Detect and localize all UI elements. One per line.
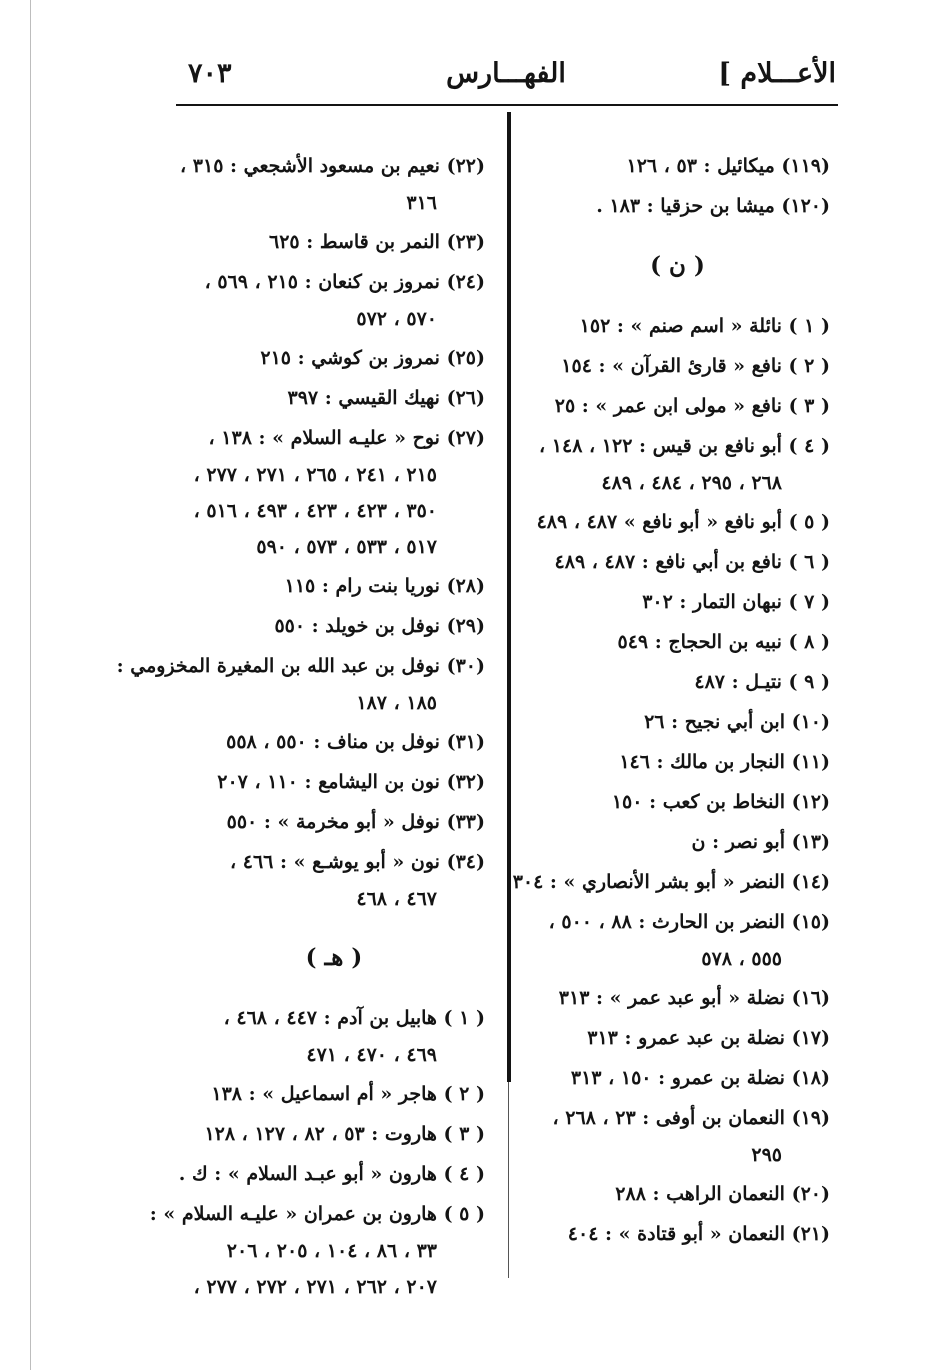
index-entry-continuation: ٥١٧ ، ٥٣٣ ، ٥٧٣ ، ٥٩٠ [256,536,437,558]
column-divider [507,112,511,1082]
letter-heading: ( ن ) [650,252,705,279]
index-entry: (٣٤) نون « أبو يوشـع » : ٤٦٦ ، [230,851,485,873]
index-entry: (١٠) ابن أبي نجيح : ٢٦ [644,711,830,733]
index-entry: (٣٣) نوفل « أبو مخرمة » : ٥٥٠ [226,811,485,833]
index-entry-continuation: ٢٠٧ ، ٢٦٢ ، ٢٧١ ، ٢٧٢ ، ٢٧٧ ، [193,1276,437,1298]
running-head-title: الفهـــارس [446,58,566,89]
index-entry: (١٦) نضلة « أبو عبد عمر » : ٣١٣ [558,987,830,1009]
index-entry: (٣١) نوفل بن مناف : ٥٥٠ ، ٥٥٨ [226,731,485,753]
index-entry: (٢٨) نوريا بنت رام : ١١٥ [284,575,485,597]
index-entry: ( ٣ ) نافع « مولى ابن عمر » : ٢٥ [554,395,830,417]
index-entry: (٢٥) نمروز بن كوشي : ٢١٥ [260,347,485,369]
index-entry-continuation: ٣٣ ، ٨٦ ، ١٠٤ ، ٢٠٥ ، ٢٠٦ [226,1240,437,1262]
index-entry: (١٧) نضلة بن عبد عمرو : ٣١٣ [587,1027,830,1049]
index-entry: ( ٨ ) نبيه بن الحجاج : ٥٤٩ [617,631,830,653]
index-column-left [116,146,485,1306]
index-entry: ( ٥ ) هارون بن عمران « عليـه السلام » : [149,1203,485,1225]
index-entry: (٢٢) نعيم بن مسعود الأشجعي : ٣١٥ ، [180,155,485,177]
index-entry: (١٩) النعمان بن أوفى : ٢٣ ، ٢٦٨ ، [552,1107,830,1129]
index-entry: (١٨) نضلة بن عمرو : ١٥٠ ، ٣١٣ [570,1067,830,1089]
index-entry: (٢٧) نوح « عليـه السلام » : ١٣٨ ، [208,427,485,449]
index-entry: (١٤) النضر « أبو بشر الأنصاري » : ٣٠٤ [512,871,830,893]
index-entry: ( ٤ ) هارون « أبو عبـد السلام » : ك . [178,1163,485,1185]
index-entry: (١٥) النضر بن الحارث : ٨٨ ، ٥٠٠ ، [548,911,830,933]
index-entry: ( ٢ ) نافع « قارئ القرآن » : ١٥٤ [561,355,830,377]
index-column-right [512,146,830,1254]
index-entry-continuation: ٢٦٨ ، ٢٩٥ ، ٤٨٤ ، ٤٨٩ [601,472,782,494]
page-number: ٧٠٣ [188,58,232,89]
index-entry-continuation: ٥٧٠ ، ٥٧٢ [356,308,437,330]
letter-heading: ( هـ ) [305,944,363,971]
index-entry: (١٢) النخاط بن كعب : ١٥٠ [611,791,830,813]
header-rule [176,104,838,106]
index-entry: ( ٦ ) نافع بن أبي نافع : ٤٨٧ ، ٤٨٩ [554,551,830,573]
index-entry: (١١) النجار بن مالك : ١٤٦ [619,751,830,773]
index-entry-continuation: ٢٩٥ [751,1144,782,1166]
index-entry: ( ٣ ) هاروت : ٥٣ ، ٨٢ ، ١٢٧ ، ١٢٨ [204,1123,485,1145]
index-entry-continuation: ٥٥٥ ، ٥٧٨ [701,948,782,970]
index-entry: (٢٩) نوفل بن خويلد : ٥٥٠ [274,615,485,637]
index-entry: (٣٠) نوفل بن عبد الله بن المغيرة المخزومي : [116,655,485,677]
index-entry-continuation: ٣٥٠ ، ٤٢٣ ، ٤٢٣ ، ٤٩٣ ، ٥١٦ ، [193,500,437,522]
index-entry-continuation: ٤٦٩ ، ٤٧٠ ، ٤٧١ [306,1044,437,1066]
index-entry-continuation: ٢١٥ ، ٢٤١ ، ٢٦٥ ، ٢٧١ ، ٢٧٧ ، [193,464,437,486]
index-entry: (٣٢) نون بن اليشامع : ١١٠ ، ٢٠٧ [217,771,485,793]
index-entry: (١٣) أبو نصر : ن [691,831,830,853]
index-entry: ( ٩ ) نتيـل : ٤٨٧ [694,671,830,693]
index-entry: ( ١ ) نائلة « اسم صنم » : ١٥٢ [579,315,830,337]
index-entry: ( ٧ ) نبهان التمار : ٣٠٢ [642,591,830,613]
index-entry: (١٢٠) ميشا بن حزقيا : ١٨٣ . [596,195,830,217]
index-entry: (٢٠) النعمان الراهب : ٢٨٨ [615,1183,830,1205]
index-entry: (٢٤) نمروز بن كنعان : ٢١٥ ، ٥٦٩ ، [204,271,485,293]
index-entry-continuation: ٤٦٧ ، ٤٦٨ [356,888,437,910]
index-entry: ( ٤ ) أبو نافع بن قيس : ١٢٢ ، ١٤٨ ، [539,435,830,457]
index-entry: (٢٦) نهيك القيسي : ٣٩٧ [287,387,485,409]
index-entry-continuation: ١٨٥ ، ١٨٧ [356,692,437,714]
running-head-section: الأعـــلام ] [718,58,836,89]
index-entry: (٢٣) النمر بن قاسط : ٦٢٥ [269,231,485,253]
page-header [176,58,836,104]
column-divider-thin [508,1082,509,1278]
index-entry: ( ٢ ) هاجر « أم اسماعيل » : ١٣٨ [211,1083,485,1105]
index-entry: (٢١) النعمان « أبو قتادة » : ٤٠٤ [567,1223,830,1245]
index-entry: (١١٩) ميكائيل : ٥٣ ، ١٢٦ [626,155,830,177]
index-entry: ( ١ ) هابيل بن آدم : ٤٤٧ ، ٤٦٨ ، [223,1007,485,1029]
index-entry-continuation: ٣١٦ [406,192,437,214]
index-entry: ( ٥ ) أبو نافع « أبو نافع » ٤٨٧ ، ٤٨٩ [536,511,830,533]
page-edge-line [30,0,31,1370]
